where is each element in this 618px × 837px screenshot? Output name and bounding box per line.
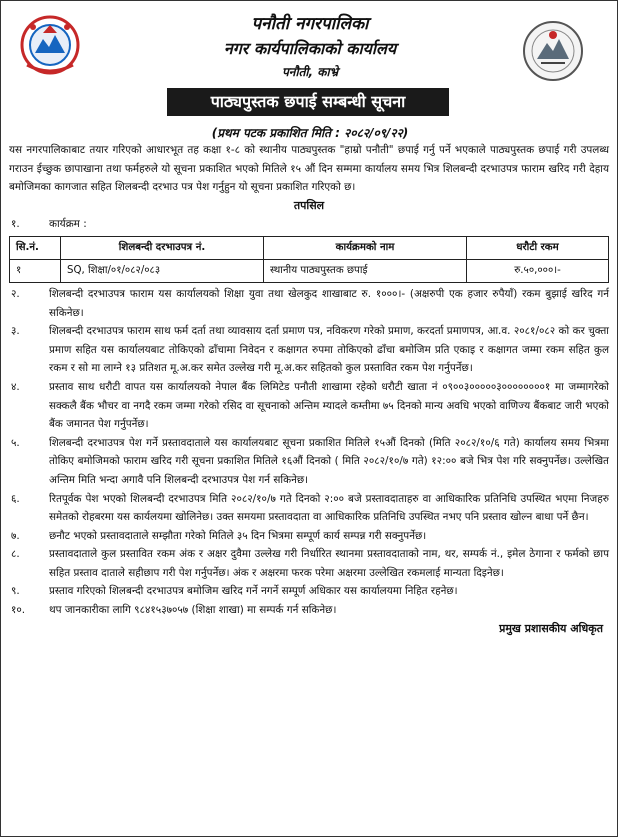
table-row <box>10 259 609 282</box>
item-text: शिलबन्दी दरभाउपत्र फाराम साथ फर्म दर्ता तथा व्यावसाय दर्ता प्रमाण पत्र, नविकरण गरेको प्रमाण, करदर्ता प्रमाणपत्र, आ.व. २०८१/०८२ को कर चुक्ता प्रमाण सहित यस कार्यालयबाट तोकिएको ढाँचामा निवेदन र कक्षागत रुपमा तोकिएको ढाँचा बमोजिम प्रति एकाइ र कक्षागत जम्मा रकम सहित कुल रकम र सो मा लाग्ने १३ प्रतिशत मू.अ.कर समेत उल्लेख गरी मू.अ.कर सहितको कुल प्रस्तावित रकम पेश गर्नुपर्नेछ। <box>49 325 609 375</box>
item-text: छनौट भएको प्रस्तावदाताले सम्झौता गरेको मितिले ३५ दिन भित्रमा सम्पूर्ण कार्य सम्पन्न गरी सक्नुपर्नेछ। <box>49 529 427 542</box>
item-number: ८. <box>11 548 20 561</box>
table-header-row <box>10 236 609 259</box>
item-text: रितपूर्वक पेश भएको शिलबन्दी दरभाउपत्र मिति २०८२/१०/७ गते दिनको २:०० बजे प्रस्तावदाताहरु वा आधिकारिक प्रतिनिधि उपस्थित भएमा निजहरु समेतको रोहबरमा यस कार्यलयमा खोलिनेछ। उक्त समयमा प्रस्तावदाता वा आधिकारिक प्रतिनिधि उपस्थित नभए पनि प्रस्ताव खोल्न बाधा पर्ने छैन। <box>49 492 609 524</box>
publish-date: (प्रथम पटक प्रकाशित मिति : २०८२/०९/२२) <box>211 126 409 140</box>
office-address: पनौती, काभ्रे <box>281 65 339 79</box>
municipality-name: पनौती नगरपालिका <box>251 14 369 34</box>
item-text: प्रस्ताव साथ धरौटी वापत यस कार्यालयको नेपाल बैंक लिमिटेड पनौती शाखामा रहेको धरौटी खाता नं ०९००३०००००३००००००००१ मा जम्मागरेको सक्कलै बैंक भौचर वा नगदै रकम जम्मा गरेको रसिद वा सूचनाको अन्तिम म्यादले कम्तीमा ७५ दिनको मान्य अवधि भएको वाणिज्य बैंकबाट जारी भएको बैंक जमानत पेश गर्नुपर्नेछ। <box>49 380 609 431</box>
letterhead <box>1 5 618 85</box>
col-header-bid-no: शिलबन्दी दरभाउपत्र नं. <box>61 236 264 259</box>
item-number: २. <box>11 287 20 300</box>
item-text: शिलबन्दी दरभाउपत्र फाराम यस कार्यालयको शिक्षा युवा तथा खेलकुद शाखाबाट रु. १०००।- (अक्षरुपी एक हजार रुपैयाँ) रकम बुझाई खरिद गर्न सकिनेछ। <box>49 287 609 319</box>
cell-program: स्थानीय पाठ्यपुस्तक छपाई <box>264 259 467 282</box>
list-item <box>9 322 609 378</box>
item-number: ३. <box>11 325 20 338</box>
col-header-deposit: धरौटी रकम <box>467 236 609 259</box>
program-table <box>9 236 609 283</box>
notice-title: पाठ्यपुस्तक छपाई सम्बन्धी सूचना <box>167 88 449 116</box>
list-item <box>9 527 609 546</box>
cell-sn: १ <box>10 259 61 282</box>
details-heading: तपसिल <box>293 198 325 212</box>
list-item <box>9 545 609 582</box>
list-item <box>9 378 609 434</box>
cell-bid-no: SQ, शिक्षा/०१/०८२/०८३ <box>61 259 264 282</box>
signatory-title: प्रमुख प्रशासकीय अधिकृत <box>499 621 603 635</box>
list-item <box>9 215 609 234</box>
office-name: नगर कार्यपालिकाको कार्यालय <box>223 39 397 58</box>
item-number: ४. <box>11 380 20 393</box>
notice-body <box>9 141 609 638</box>
item-number: ५. <box>11 436 20 449</box>
item-number: १०. <box>11 604 26 617</box>
list-item <box>9 601 609 620</box>
item-text: कार्यक्रम : <box>49 218 87 231</box>
item-number: ६. <box>11 492 20 505</box>
cell-deposit: रु.५०,०००।- <box>467 259 609 282</box>
item-text: शिलबन्दी दरभाउपत्र पेश गर्ने प्रस्तावदाताले यस कार्यालयबाट सूचना प्रकाशित मितिले १५औं दिनको (मिति २०८२/१०/६ गते) कार्यालय समय भित्रमा तोकिए बमोजिमको फाराम खरिद गरी सूचना प्रकाशित मितिले १६औं दिनको ( मिति २०८२/१०/७ गते) १२:०० बजे भित्र पेश गरि सक्नुपर्नेछ। उल्लेखित अन्तिम मिति भन्दा अगावै पनि शिलबन्दी दरभाउपत्र पेश गर्न सकिनेछ। <box>49 436 609 486</box>
item-text: प्रस्तावदाताले कुल प्रस्तावित रकम अंक र अक्षर दुवैमा उल्लेख गरी निर्धारित स्थानमा प्रस्तावदाताको नाम, थर, सम्पर्क नं., इमेल ठेगाना र फर्मको छाप सहित प्रस्ताव दाताले सहीछाप गरी पेश गर्नुपर्नेछ। अंक र अक्षरमा फरक परेमा अक्षरमा उल्लेखित रकमलाई मान्यता दिइनेछ। <box>49 548 609 579</box>
item-text: प्रस्ताव गरिएको शिलबन्दी दरभाउपत्र बमोजिम खरिद गर्ने नगर्ने सम्पूर्ण अधिकार यस कार्यालयमा निहित रहनेछ। <box>49 585 458 598</box>
col-header-sn: सि.नं. <box>10 236 61 259</box>
item-number: १. <box>11 218 20 231</box>
col-header-program: कार्यक्रमको नाम <box>264 236 467 259</box>
item-number: ७. <box>11 529 20 542</box>
item-text: थप जानकारीका लागि ९८४१५३७०५७ (शिक्षा शाखा) मा सम्पर्क गर्न सकिनेछ। <box>49 604 337 617</box>
list-item <box>9 490 609 527</box>
list-item <box>9 582 609 601</box>
item-number: ९. <box>11 585 20 598</box>
municipality-logo-icon <box>521 19 585 83</box>
intro-paragraph: यस नगरपालिकाबाट तयार गरिएको आधारभूत तह कक्षा १-८ को स्थानीय पाठ्यपुस्तक "हाम्रो पनौती" छपाई गर्नु पर्ने भएकाले पाठ्यपुस्तक छपाई गरी उपलब्ध गराउन ईच्छुक छापाखाना तथा फर्महरुले यो सूचना प्रकाशित भएको मितिले १५ औं दिन सम्ममा कार्यालय समय भित्र शिलबन्दी दरभाउपत्र फाराम खरिद गरी देहाय बमोजिमका कागजात सहित शिलबन्दी दरभाउ पत्र पेश गर्नुहुन यो सूचना प्रकाशित गरिएको छ। <box>9 144 609 194</box>
list-item <box>9 434 609 490</box>
list-item <box>9 285 609 322</box>
